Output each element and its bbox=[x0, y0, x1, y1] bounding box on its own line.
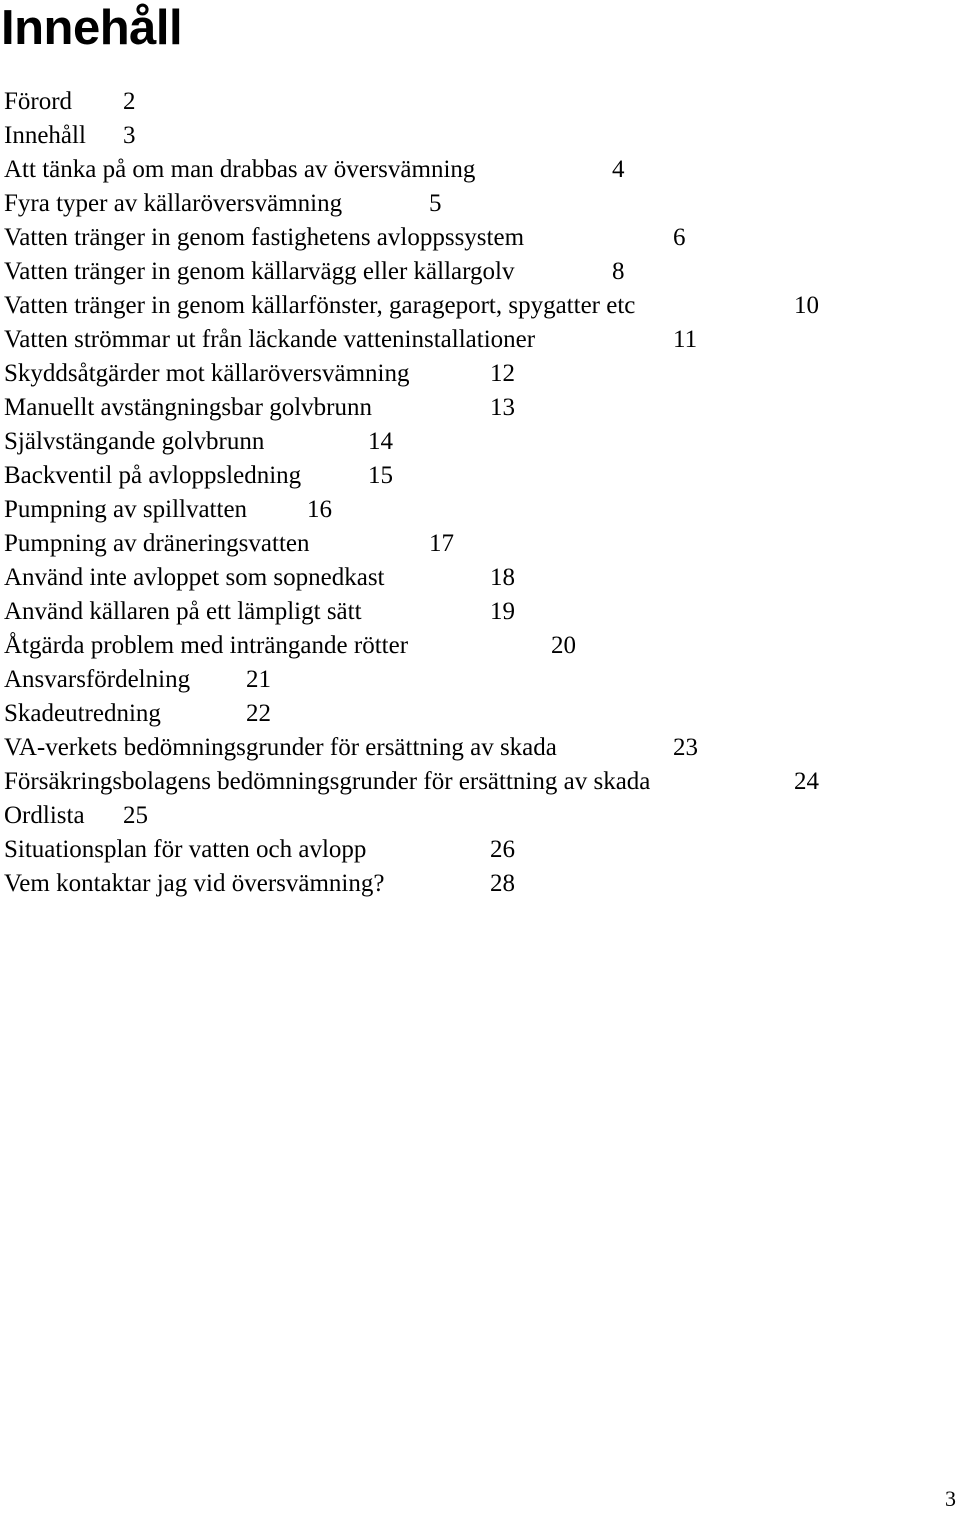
toc-entry-label: Innehåll bbox=[4, 122, 86, 149]
toc-entry-page: 4 bbox=[612, 156, 625, 183]
toc-entry[interactable] bbox=[4, 493, 944, 527]
toc-entry-page: 28 bbox=[490, 870, 515, 897]
toc-entry-page: 23 bbox=[673, 734, 698, 761]
toc-entry-page: 12 bbox=[490, 360, 515, 387]
toc-entry-page: 6 bbox=[673, 224, 686, 251]
toc-entry-label: Försäkringsbolagens bedömningsgrunder för ersättning av skada bbox=[4, 768, 651, 795]
toc-entry-label: Vatten tränger in genom källarfönster, garageport, spygatter etc bbox=[4, 292, 636, 319]
toc-entry[interactable] bbox=[4, 289, 944, 323]
toc-entry-page: 17 bbox=[429, 530, 454, 557]
toc-entry-page: 26 bbox=[490, 836, 515, 863]
toc-entry[interactable] bbox=[4, 629, 944, 663]
toc-entry[interactable] bbox=[4, 187, 944, 221]
toc-entry[interactable] bbox=[4, 221, 944, 255]
toc-entry[interactable] bbox=[4, 255, 944, 289]
toc-entry-page: 5 bbox=[429, 190, 442, 217]
toc-entry[interactable] bbox=[4, 357, 944, 391]
toc-entry-page: 18 bbox=[490, 564, 515, 591]
toc-entry-label: Skyddsåtgärder mot källaröversvämning bbox=[4, 360, 410, 387]
toc-entry-label: Backventil på avloppsledning bbox=[4, 462, 302, 489]
toc-entry-label: Att tänka på om man drabbas av översvämning bbox=[4, 156, 476, 183]
toc-entry-label: Ansvarsfördelning bbox=[4, 666, 191, 693]
toc-entry-label: Vatten tränger in genom fastighetens avloppssystem bbox=[4, 224, 525, 251]
toc-entry[interactable] bbox=[4, 391, 944, 425]
toc-entry[interactable] bbox=[4, 833, 944, 867]
toc-entry[interactable] bbox=[4, 595, 944, 629]
toc-entry[interactable] bbox=[4, 765, 944, 799]
toc-entry-page: 14 bbox=[368, 428, 393, 455]
toc-entry[interactable] bbox=[4, 867, 944, 901]
toc-entry-page: 25 bbox=[123, 802, 148, 829]
toc-entry-page: 21 bbox=[246, 666, 271, 693]
toc-entry-label: Manuellt avstängningsbar golvbrunn bbox=[4, 394, 372, 421]
toc-entry-label: Situationsplan för vatten och avlopp bbox=[4, 836, 367, 863]
toc-entry-label: Använd inte avloppet som sopnedkast bbox=[4, 564, 385, 591]
toc-entry-label: Vatten tränger in genom källarvägg eller källargolv bbox=[4, 258, 515, 285]
toc-entry[interactable] bbox=[4, 527, 944, 561]
toc-entry-label: Pumpning av dräneringsvatten bbox=[4, 530, 310, 557]
toc-entry-label: VA-verkets bedömningsgrunder för ersättning av skada bbox=[4, 734, 557, 761]
toc-entry-label: Skadeutredning bbox=[4, 700, 161, 727]
toc-entry-label: Vem kontaktar jag vid översvämning? bbox=[4, 870, 385, 897]
toc-entry[interactable] bbox=[4, 697, 944, 731]
toc-entry-page: 3 bbox=[123, 122, 136, 149]
toc-entry-page: 13 bbox=[490, 394, 515, 421]
toc-entry[interactable] bbox=[4, 799, 944, 833]
toc-entry[interactable] bbox=[4, 561, 944, 595]
toc-entry-label: Pumpning av spillvatten bbox=[4, 496, 248, 523]
toc-entry[interactable] bbox=[4, 153, 944, 187]
toc-entry[interactable] bbox=[4, 119, 944, 153]
toc-entry[interactable] bbox=[4, 459, 944, 493]
table-of-contents bbox=[4, 85, 944, 901]
toc-entry-page: 8 bbox=[612, 258, 625, 285]
page-number: 3 bbox=[945, 1486, 956, 1511]
toc-entry-page: 24 bbox=[794, 768, 819, 795]
toc-entry-label: Åtgärda problem med inträngande rötter bbox=[4, 632, 409, 659]
toc-entry-label: Förord bbox=[4, 88, 73, 115]
toc-entry-label: Självstängande golvbrunn bbox=[4, 428, 265, 455]
toc-entry[interactable] bbox=[4, 663, 944, 697]
toc-entry-page: 11 bbox=[673, 326, 698, 353]
toc-entry-page: 20 bbox=[551, 632, 576, 659]
toc-entry-label: Vatten strömmar ut från läckande vatteninstallationer bbox=[4, 326, 536, 353]
toc-entry[interactable] bbox=[4, 425, 944, 459]
toc-entry-page: 19 bbox=[490, 598, 515, 625]
toc-entry[interactable] bbox=[4, 731, 944, 765]
toc-entry-label: Använd källaren på ett lämpligt sätt bbox=[4, 598, 362, 625]
toc-entry-label: Fyra typer av källaröversvämning bbox=[4, 190, 343, 217]
toc-entry-page: 15 bbox=[368, 462, 393, 489]
toc-entry-page: 2 bbox=[123, 88, 136, 115]
toc-entry-page: 10 bbox=[794, 292, 819, 319]
toc-entry-label: Ordlista bbox=[4, 802, 85, 829]
toc-entry-page: 22 bbox=[246, 700, 271, 727]
toc-entry[interactable] bbox=[4, 323, 944, 357]
toc-entry-page: 16 bbox=[307, 496, 332, 523]
toc-entry[interactable] bbox=[4, 85, 944, 119]
page-title: Innehåll bbox=[1, 1, 183, 55]
